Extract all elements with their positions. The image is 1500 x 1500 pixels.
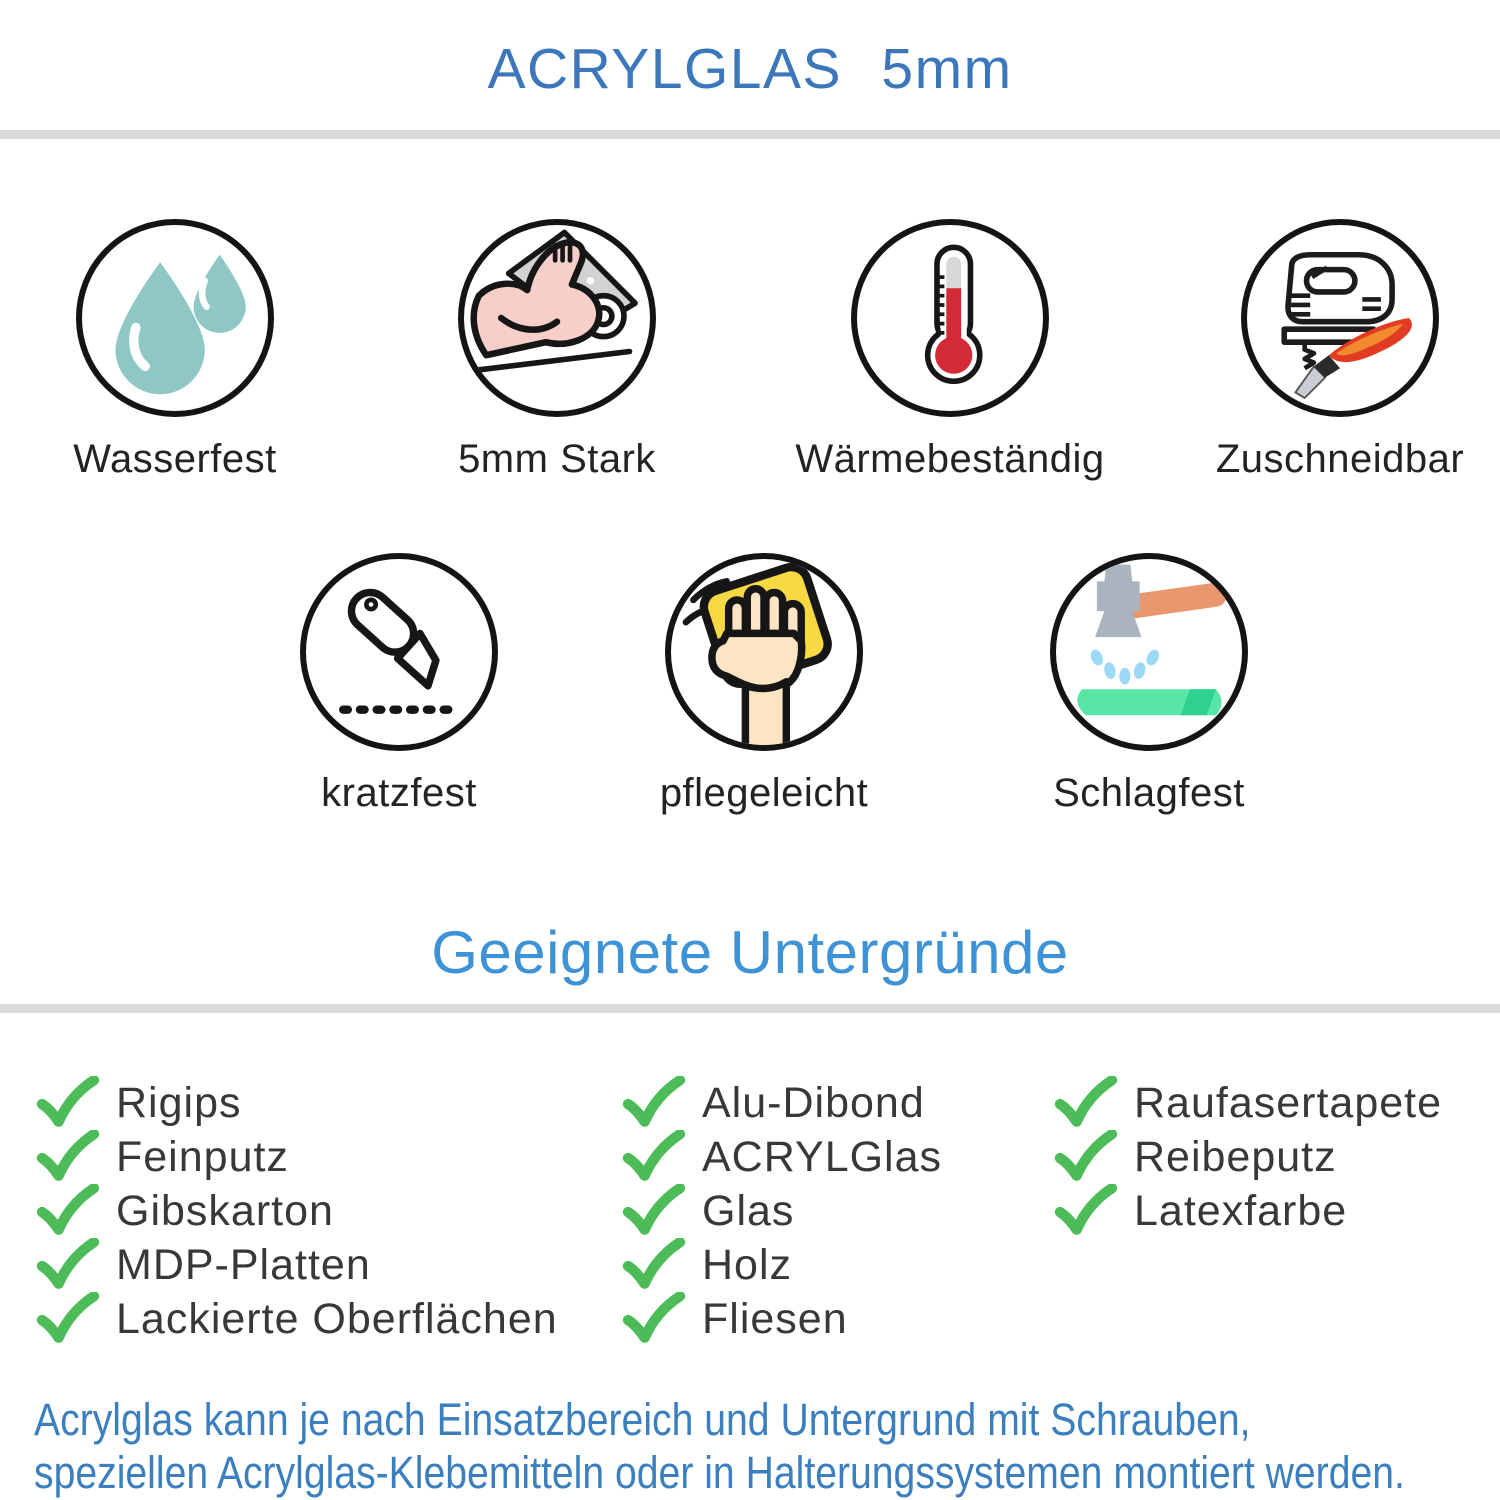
check-icon	[1054, 1184, 1118, 1238]
feature-label: pflegeleicht	[659, 771, 869, 815]
check-icon	[36, 1076, 100, 1130]
substrate-label: Latexfarbe	[1134, 1186, 1348, 1235]
mounting-note-line1: Acrylglas kann je nach Einsatzbereich und Untergrund mit Schrauben,	[34, 1394, 1251, 1445]
substrate-label: Raufasertapete	[1134, 1078, 1443, 1127]
feature-label: Zuschneidbar	[1215, 437, 1465, 481]
check-icon	[622, 1076, 686, 1130]
substrate-item	[36, 1238, 371, 1292]
feature-waermebestaendig	[780, 219, 1120, 482]
feature-zuschneidbar	[1170, 219, 1500, 482]
substrate-label: Fliesen	[702, 1294, 848, 1343]
substrate-item	[622, 1292, 848, 1346]
check-icon	[36, 1238, 100, 1292]
substrate-label: Glas	[702, 1186, 795, 1235]
substrate-item	[622, 1130, 942, 1184]
substrate-label: Holz	[702, 1240, 793, 1289]
substrate-item	[622, 1238, 792, 1292]
substrate-item	[1054, 1130, 1337, 1184]
muscle-arm-icon	[458, 219, 656, 417]
feature-schlagfest	[979, 553, 1319, 816]
feature-label: Wärmebeständig	[795, 437, 1105, 481]
feature-5mm-stark	[387, 219, 727, 482]
mounting-note-line2: speziellen Acrylglas-Klebemitteln oder in Halterungssystemen montiert werden.	[34, 1447, 1405, 1498]
water-drops-icon	[76, 219, 274, 417]
substrate-item	[36, 1184, 334, 1238]
feature-kratzfest	[229, 553, 569, 816]
substrate-item	[36, 1130, 289, 1184]
divider-bottom	[0, 1004, 1500, 1013]
check-icon	[622, 1130, 686, 1184]
substrate-label: MDP-Platten	[116, 1240, 371, 1289]
substrate-item	[36, 1076, 242, 1130]
check-icon	[622, 1292, 686, 1346]
substrate-item	[1054, 1184, 1347, 1238]
check-icon	[1054, 1076, 1118, 1130]
substrate-item	[1054, 1076, 1442, 1130]
section-title-untergruende: Geeignete Untergründe	[431, 919, 1069, 986]
substrate-label: ACRYLGlas	[702, 1132, 943, 1181]
substrate-label: Reibeputz	[1134, 1132, 1337, 1181]
check-icon	[1054, 1130, 1118, 1184]
substrate-label: Rigips	[116, 1078, 242, 1127]
feature-label: Wasserfest	[73, 437, 277, 481]
check-icon	[622, 1184, 686, 1238]
utility-knife-icon	[300, 553, 498, 751]
check-icon	[36, 1130, 100, 1184]
hammer-icon	[1050, 553, 1248, 751]
feature-label: kratzfest	[321, 771, 477, 815]
substrate-item	[622, 1184, 794, 1238]
cleaning-hand-icon	[665, 553, 863, 751]
jigsaw-icon	[1241, 219, 1439, 417]
check-icon	[36, 1292, 100, 1346]
feature-wasserfest	[5, 219, 345, 482]
check-icon	[36, 1184, 100, 1238]
thermometer-icon	[851, 219, 1049, 417]
check-icon	[622, 1238, 686, 1292]
substrate-label: Feinputz	[116, 1132, 289, 1181]
feature-pflegeleicht	[594, 553, 934, 816]
feature-label: Schlagfest	[1053, 771, 1245, 815]
mounting-note	[34, 1393, 1405, 1499]
substrate-label: Lackierte Oberflächen	[116, 1294, 558, 1343]
page-title: ACRYLGLAS 5mm	[487, 37, 1013, 101]
feature-label: 5mm Stark	[458, 437, 656, 481]
divider-top	[0, 130, 1500, 139]
substrate-label: Gibskarton	[116, 1186, 334, 1235]
substrate-label: Alu-Dibond	[702, 1078, 925, 1127]
substrate-item	[36, 1292, 558, 1346]
substrate-item	[622, 1076, 925, 1130]
